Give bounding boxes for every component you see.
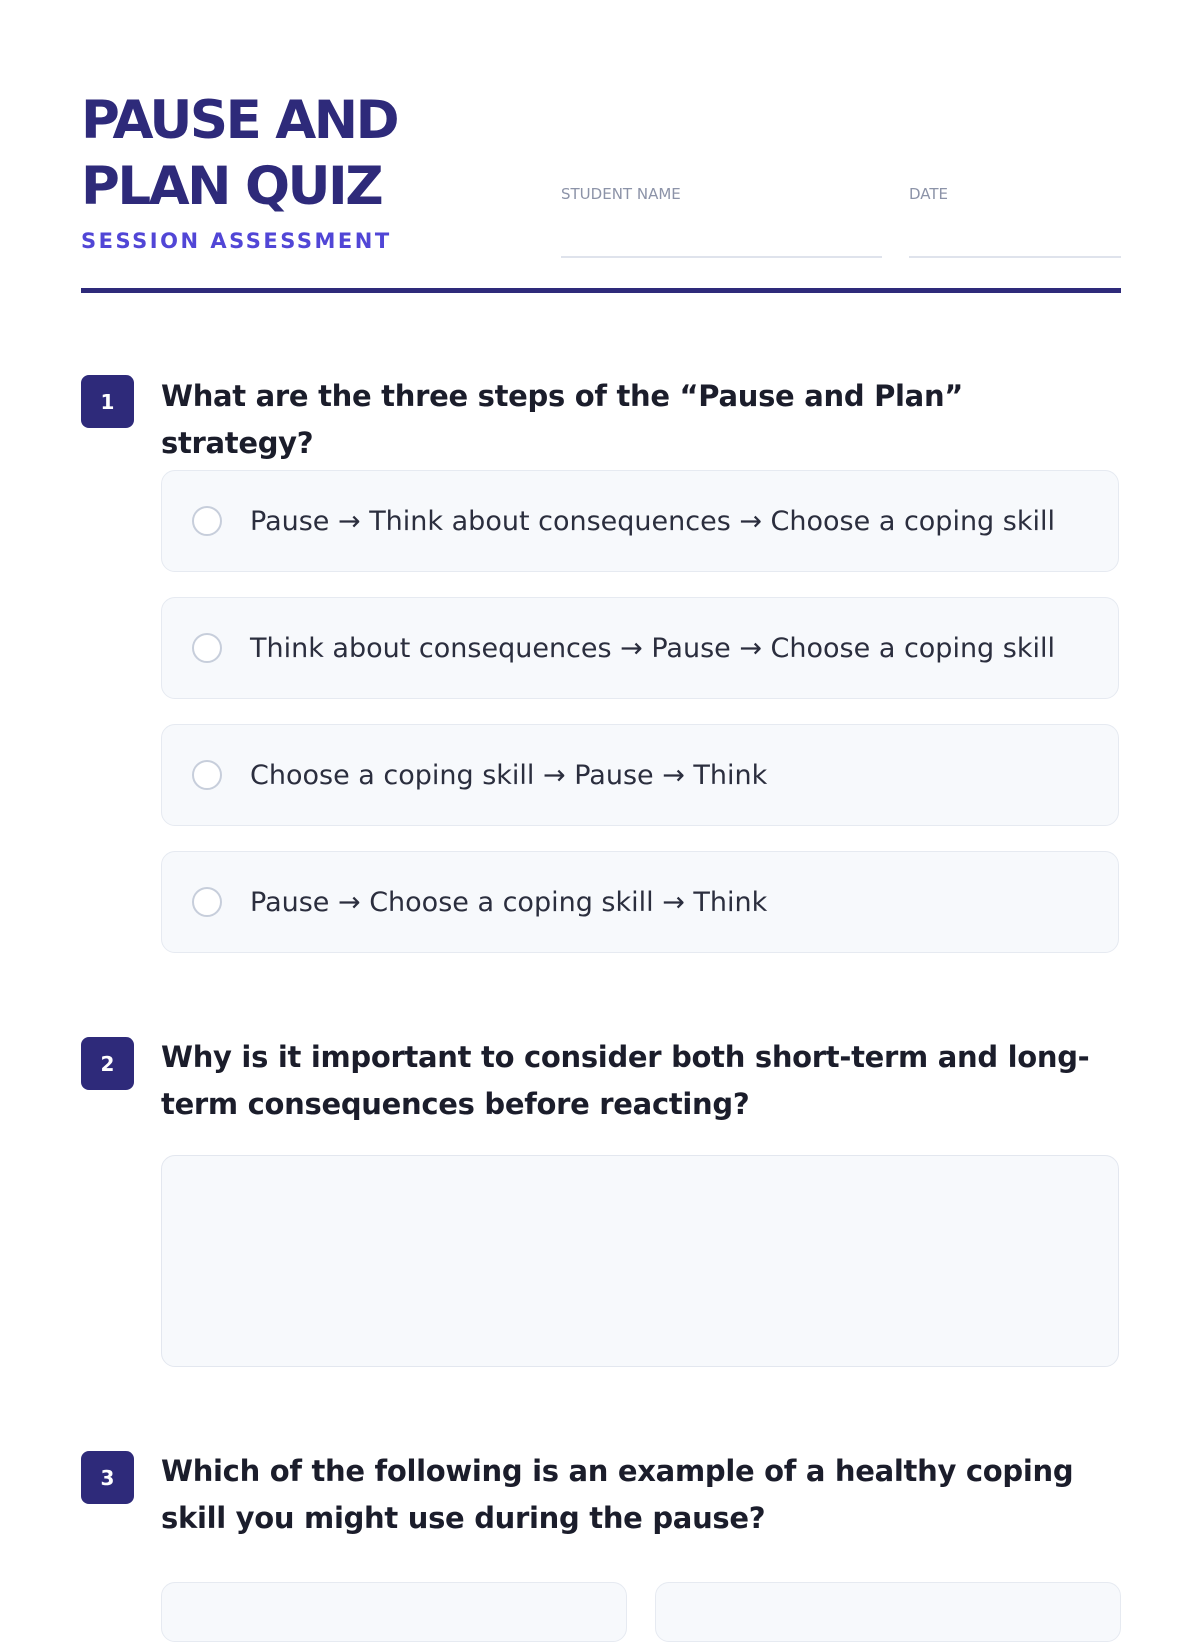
page-title: PAUSE AND PLAN QUIZ — [81, 90, 398, 217]
question-number-badge: 1 — [81, 375, 134, 428]
question-1-option-3[interactable] — [161, 724, 1119, 826]
date-label: DATE — [909, 185, 949, 203]
option-label: Pause → Choose a coping skill → Think — [250, 886, 768, 918]
header-divider — [81, 288, 1121, 293]
date-field[interactable] — [909, 256, 1121, 258]
question-1-option-2[interactable] — [161, 597, 1119, 699]
option-label: Pause → Think about consequences → Choose a coping skill — [250, 505, 1055, 537]
question-1-option-4[interactable] — [161, 851, 1119, 953]
question-3-text: Which of the following is an example of a healthy coping skill you might use during the pause? — [161, 1454, 1074, 1535]
question-2-answer-textarea[interactable] — [161, 1155, 1119, 1367]
question-1-text: What are the three steps of the “Pause and Plan” strategy? — [161, 379, 964, 460]
radio-button[interactable] — [192, 760, 222, 790]
student-name-label: STUDENT NAME — [561, 185, 681, 203]
option-label: Choose a coping skill → Pause → Think — [250, 759, 768, 791]
quiz-header — [81, 88, 1121, 292]
question-3-option-2[interactable] — [655, 1582, 1121, 1642]
page-subtitle: SESSION ASSESSMENT — [81, 229, 392, 253]
radio-button[interactable] — [192, 506, 222, 536]
option-label: Think about consequences → Pause → Choose a coping skill — [250, 632, 1055, 664]
question-3-option-1[interactable] — [161, 1582, 627, 1642]
radio-button[interactable] — [192, 887, 222, 917]
question-2-text: Why is it important to consider both short-term and long-term consequences before reacting? — [161, 1040, 1090, 1121]
radio-button[interactable] — [192, 633, 222, 663]
question-1-option-1[interactable] — [161, 470, 1119, 572]
question-number-badge: 2 — [81, 1037, 134, 1090]
question-number-badge: 3 — [81, 1451, 134, 1504]
student-name-field[interactable] — [561, 256, 882, 258]
